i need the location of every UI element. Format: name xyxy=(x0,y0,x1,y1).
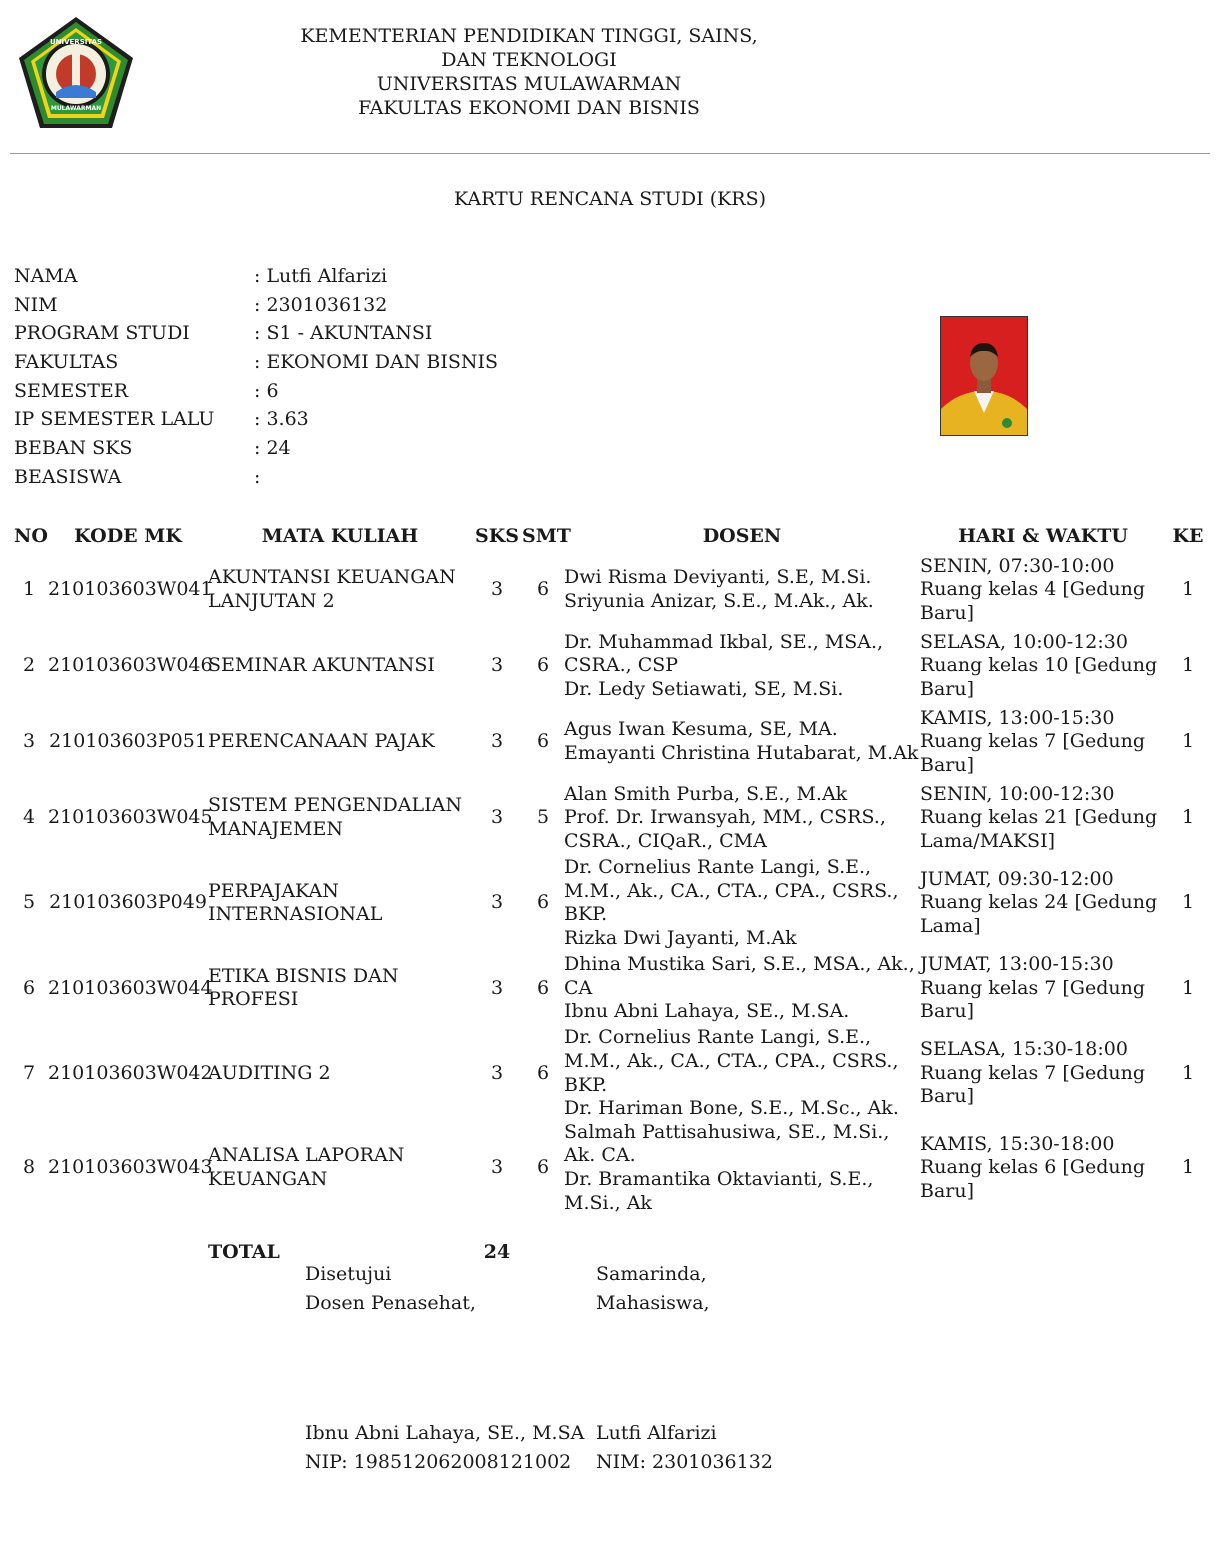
info-value: : 2301036132 xyxy=(254,293,388,316)
schedule-time: KAMIS, 13:00-15:30 xyxy=(920,706,1115,729)
schedule-time: SELASA, 10:00-12:30 xyxy=(920,630,1128,653)
student-signature xyxy=(596,1419,773,1476)
advisor-role-label: Dosen Penasehat, xyxy=(305,1291,476,1314)
cell-ke: 1 xyxy=(1181,578,1195,601)
cell-ke: 1 xyxy=(1181,1061,1195,1084)
cell-ke: 1 xyxy=(1181,654,1195,677)
table-row xyxy=(10,1026,1210,1120)
cell-mata-kuliah: AKUNTANSI KEUANGAN LANJUTAN 2 xyxy=(208,566,456,612)
cell-dosen xyxy=(564,1121,920,1215)
lecturer-name: Sriyunia Anizar, S.E., M.Ak., Ak. xyxy=(564,590,874,612)
cell-smt: 6 xyxy=(536,578,550,601)
student-place-label: Samarinda, xyxy=(596,1263,707,1285)
info-value: : 6 xyxy=(254,379,279,402)
lecturer-name: Dr. Cornelius Rante Langi, S.E., M.M., Ak., CA., CTA., CPA., CSRS., BKP. xyxy=(564,1026,899,1096)
lecturer-name: Emayanti Christina Hutabarat, M.Ak xyxy=(564,742,919,764)
total-sks: 24 xyxy=(483,1241,511,1264)
info-label: NAMA xyxy=(14,265,78,287)
cell-mata-kuliah: SEMINAR AKUNTANSI xyxy=(208,654,435,677)
lecturer-name: Dwi Risma Deviyanti, S.E, M.Si. xyxy=(564,566,872,589)
info-label: NIM xyxy=(14,293,58,316)
info-value: : S1 - AKUNTANSI xyxy=(254,322,433,345)
cell-kode: 210103603W042 xyxy=(48,1061,213,1084)
lecturer-name: Dr. Bramantika Oktavianti, S.E., M.Si., Ak xyxy=(564,1167,874,1214)
cell-hari-waktu xyxy=(920,780,1166,856)
cell-no: 3 xyxy=(22,730,36,753)
info-label: IP SEMESTER LALU xyxy=(14,408,215,431)
cell-sks: 3 xyxy=(490,654,504,677)
cell-mata-kuliah: ETIKA BISNIS DAN PROFESI xyxy=(208,964,399,1011)
cell-sks: 3 xyxy=(490,806,504,829)
schedule-room: Ruang kelas 10 [Gedung Baru] xyxy=(920,654,1158,700)
cell-kode: 210103603W046 xyxy=(48,654,213,677)
col-header-hari-waktu: HARI & WAKTU xyxy=(958,525,1128,547)
cell-ke: 1 xyxy=(1181,976,1195,999)
university-logo xyxy=(16,14,136,134)
header-line-2: DAN TEKNOLOGI xyxy=(441,49,617,71)
cell-kode: 210103603P051 xyxy=(49,730,207,753)
document-title: KARTU RENCANA STUDI (KRS) xyxy=(453,188,767,210)
info-value: : xyxy=(254,465,261,488)
table-row xyxy=(10,628,1210,704)
info-label: SEMESTER xyxy=(14,379,129,402)
col-header-mata-kuliah: MATA KULIAH xyxy=(261,525,419,547)
student-nim: NIM: 2301036132 xyxy=(596,1450,773,1473)
cell-empty xyxy=(48,1215,208,1291)
cell-smt: 6 xyxy=(536,1061,550,1084)
table-row xyxy=(10,780,1210,856)
cell-mata-kuliah: PERPAJAKAN INTERNASIONAL xyxy=(208,879,383,926)
schedule-room: Ruang kelas 4 [Gedung Baru] xyxy=(920,578,1146,624)
lecturer-name: Dr. Cornelius Rante Langi, S.E., M.M., Ak., CA., CTA., CPA., CSRS., BKP. xyxy=(564,856,899,926)
schedule-room: Ruang kelas 7 [Gedung Baru] xyxy=(920,730,1146,776)
cell-kode: 210103603W043 xyxy=(48,1156,213,1179)
cell-smt: 6 xyxy=(536,891,550,914)
lecturer-name: Rizka Dwi Jayanti, M.Ak xyxy=(564,926,797,949)
cell-dosen xyxy=(564,1026,920,1120)
cell-smt: 6 xyxy=(536,976,550,999)
cell-no: 1 xyxy=(22,578,36,601)
cell-empty xyxy=(522,1215,564,1291)
cell-ke: 1 xyxy=(1181,1156,1195,1179)
cell-dosen xyxy=(564,950,920,1026)
schedule-room: Ruang kelas 7 [Gedung Baru] xyxy=(920,1061,1146,1108)
cell-kode: 210103603W044 xyxy=(48,976,213,999)
schedule-room: Ruang kelas 7 [Gedung Baru] xyxy=(920,976,1146,1023)
header-line-1: KEMENTERIAN PENDIDIKAN TINGGI, SAINS, xyxy=(300,25,758,47)
table-row xyxy=(10,552,1210,628)
cell-kode: 210103603W041 xyxy=(48,578,213,601)
schedule-time: JUMAT, 13:00-15:30 xyxy=(920,952,1114,975)
cell-no: 5 xyxy=(22,891,36,914)
col-header-smt: SMT xyxy=(522,525,571,547)
cell-kode: 210103603W045 xyxy=(48,806,213,829)
cell-mata-kuliah: SISTEM PENGENDALIAN MANAJEMEN xyxy=(208,794,462,840)
cell-sks: 3 xyxy=(490,891,504,914)
lecturer-name: Alan Smith Purba, S.E., M.Ak xyxy=(564,782,848,805)
cell-dosen xyxy=(564,628,920,704)
cell-mata-kuliah: ANALISA LAPORAN KEUANGAN xyxy=(208,1144,405,1190)
col-header-dosen: DOSEN xyxy=(702,525,782,547)
info-value: : 24 xyxy=(254,437,291,460)
advisor-name: Ibnu Abni Lahaya, SE., M.SA xyxy=(305,1422,585,1444)
schedule-time: SELASA, 15:30-18:00 xyxy=(920,1038,1128,1061)
col-header-kode: KODE MK xyxy=(74,525,182,547)
student-name: Lutfi Alfarizi xyxy=(596,1422,717,1444)
schedule-time: JUMAT, 09:30-12:00 xyxy=(920,867,1114,890)
cell-hari-waktu xyxy=(920,704,1166,780)
cell-no: 6 xyxy=(22,976,36,999)
total-label: TOTAL xyxy=(208,1241,280,1264)
student-role-label: Mahasiswa, xyxy=(596,1291,710,1314)
cell-sks: 3 xyxy=(490,1156,504,1179)
student-photo xyxy=(940,316,1028,436)
info-label: FAKULTAS xyxy=(14,351,119,374)
cell-smt: 5 xyxy=(536,806,550,829)
info-label: BEBAN SKS xyxy=(14,437,133,460)
schedule-time: SENIN, 07:30-10:00 xyxy=(920,554,1115,577)
info-label: PROGRAM STUDI xyxy=(14,322,190,345)
schedule-room: Ruang kelas 6 [Gedung Baru] xyxy=(920,1156,1146,1202)
cell-hari-waktu xyxy=(920,552,1166,628)
cell-empty xyxy=(10,1215,48,1291)
cell-no: 4 xyxy=(22,806,36,829)
header-divider xyxy=(10,153,1210,154)
cell-dosen xyxy=(564,856,920,950)
course-table xyxy=(10,520,1210,1291)
info-label: BEASISWA xyxy=(14,465,122,488)
institution-header xyxy=(300,24,758,120)
col-header-ke: KE xyxy=(1172,525,1204,547)
schedule-time: KAMIS, 15:30-18:00 xyxy=(920,1132,1115,1155)
cell-dosen xyxy=(564,704,920,780)
cell-mata-kuliah: PERENCANAAN PAJAK xyxy=(208,730,435,753)
cell-dosen xyxy=(564,552,920,628)
cell-no: 2 xyxy=(22,654,36,677)
advisor-approved-label: Disetujui xyxy=(305,1263,392,1285)
lecturer-name: Agus Iwan Kesuma, SE, MA. xyxy=(564,718,838,741)
cell-hari-waktu xyxy=(920,1121,1166,1215)
cell-empty xyxy=(920,1215,1166,1291)
lecturer-name: Ibnu Abni Lahaya, SE., M.SA. xyxy=(564,1000,850,1023)
info-value: : Lutfi Alfarizi xyxy=(254,265,388,287)
table-row xyxy=(10,704,1210,780)
info-value: : 3.63 xyxy=(254,408,309,431)
cell-smt: 6 xyxy=(536,1156,550,1179)
table-row xyxy=(10,1121,1210,1215)
schedule-room: Ruang kelas 24 [Gedung Lama] xyxy=(920,891,1158,937)
lecturer-name: Dr. Muhammad Ikbal, SE., MSA., CSRA., CSP xyxy=(564,630,884,677)
cell-no: 8 xyxy=(22,1156,36,1179)
lecturer-name: Dhina Mustika Sari, S.E., MSA., Ak., CA xyxy=(564,952,915,999)
cell-smt: 6 xyxy=(536,730,550,753)
header-line-3: UNIVERSITAS MULAWARMAN xyxy=(376,73,682,95)
cell-hari-waktu xyxy=(920,950,1166,1026)
cell-no: 7 xyxy=(22,1061,36,1084)
schedule-room: Ruang kelas 21 [Gedung Lama/MAKSI] xyxy=(920,806,1158,852)
cell-empty xyxy=(1166,1215,1210,1291)
advisor-nip: NIP: 198512062008121002 xyxy=(305,1450,572,1473)
table-header-row xyxy=(10,520,1210,552)
cell-sks: 3 xyxy=(490,730,504,753)
header-line-4: FAKULTAS EKONOMI DAN BISNIS xyxy=(358,97,700,119)
table-row xyxy=(10,856,1210,950)
advisor-signature xyxy=(305,1419,584,1476)
cell-hari-waktu xyxy=(920,628,1166,704)
col-header-no: NO xyxy=(14,525,48,547)
cell-sks: 3 xyxy=(490,1061,504,1084)
cell-smt: 6 xyxy=(536,654,550,677)
lecturer-name: Salmah Pattisahusiwa, SE., M.Si., Ak. CA. xyxy=(564,1120,890,1167)
cell-sks: 3 xyxy=(490,578,504,601)
table-row xyxy=(10,950,1210,1026)
cell-ke: 1 xyxy=(1181,891,1195,914)
cell-sks: 3 xyxy=(490,976,504,999)
lecturer-name: Dr. Ledy Setiawati, SE, M.Si. xyxy=(564,677,844,700)
cell-ke: 1 xyxy=(1181,730,1195,753)
cell-dosen xyxy=(564,780,920,856)
col-header-sks: SKS xyxy=(475,525,519,547)
advisor-approval xyxy=(305,1260,476,1317)
cell-hari-waktu xyxy=(920,856,1166,950)
cell-ke: 1 xyxy=(1181,806,1195,829)
cell-kode: 210103603P049 xyxy=(49,891,207,914)
schedule-time: SENIN, 10:00-12:30 xyxy=(920,782,1115,805)
logo-top-text: UNIVERSITAS xyxy=(49,38,103,46)
info-value: : EKONOMI DAN BISNIS xyxy=(254,351,499,374)
lecturer-name: Prof. Dr. Irwansyah, MM., CSRS., CSRA., CIQaR., CMA xyxy=(564,806,886,852)
logo-bottom-text: MULAWARMAN xyxy=(50,105,102,112)
cell-mata-kuliah: AUDITING 2 xyxy=(208,1061,331,1084)
lecturer-name: Dr. Hariman Bone, S.E., M.Sc., Ak. xyxy=(564,1097,899,1120)
student-approval xyxy=(596,1260,710,1317)
cell-hari-waktu xyxy=(920,1026,1166,1120)
